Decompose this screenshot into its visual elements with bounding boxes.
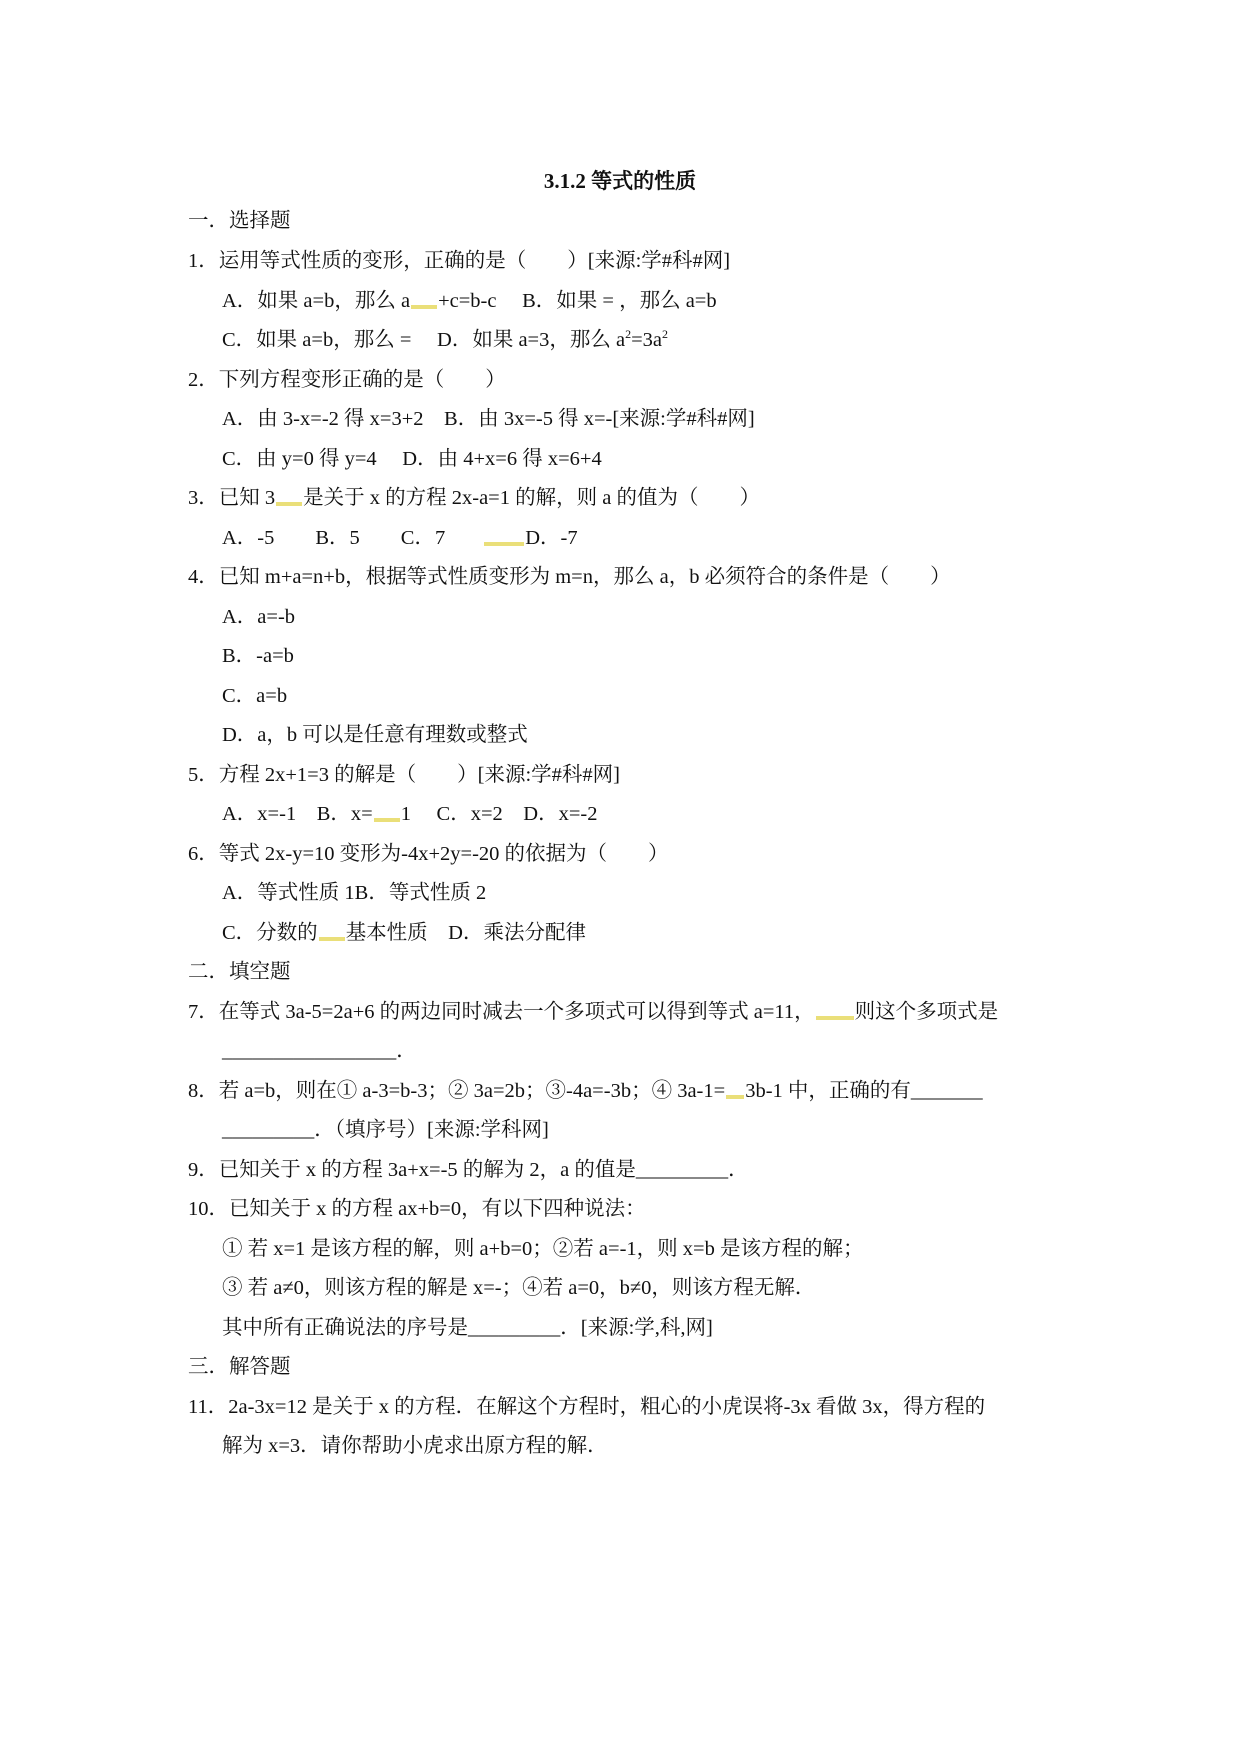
section-heading-fill: 二．填空题 xyxy=(188,961,291,983)
watermark-mark xyxy=(726,1095,744,1099)
question-5: 5．方程 2x+1=3 的解是（ ）[来源:学#科#网] xyxy=(188,764,620,786)
watermark-mark xyxy=(276,502,302,506)
question-4-option-c: C．a=b xyxy=(222,685,288,707)
question-3: 3．已知 3 是关于 x 的方程 2x-a=1 的解，则 a 的值为（ ） xyxy=(188,487,760,509)
watermark-mark xyxy=(484,542,524,546)
page-title: 3.1.2 等式的性质 xyxy=(543,169,697,193)
question-4-option-d: D．a，b 可以是任意有理数或整式 xyxy=(222,724,528,746)
question-9: 9．已知关于 x 的方程 3a+x=-5 的解为 2，a 的值是_________． xyxy=(188,1159,749,1181)
section-heading-choice: 一．选择题 xyxy=(188,210,291,232)
question-7-blank: _________________． xyxy=(222,1040,417,1062)
question-10-statements-34: ③ 若 a≠0，则该方程的解是 x=-；④若 a=0，b≠0，则该方程无解． xyxy=(222,1277,816,1299)
question-1-options-ab: A．如果 a=b，那么 a +c=b-c B．如果 = ，那么 a=b xyxy=(222,290,717,312)
question-2-options-ab: A．由 3-x=-2 得 x=3+2 B．由 3x=-5 得 x=-[来源:学#科#网] xyxy=(222,408,755,430)
watermark-mark xyxy=(374,818,400,822)
question-6: 6．等式 2x-y=10 变形为-4x+2y=-20 的依据为（ ） xyxy=(188,843,669,865)
question-10-statements-12: ① 若 x=1 是该方程的解，则 a+b=0；②若 a=-1，则 x=b 是该方程的解； xyxy=(222,1238,864,1260)
question-2-options-cd: C．由 y=0 得 y=4 D．由 4+x=6 得 x=6+4 xyxy=(222,448,602,470)
question-4: 4．已知 m+a=n+b，根据等式性质变形为 m=n，那么 a，b 必须符合的条件是（ ） xyxy=(188,566,951,588)
question-5-options: A．x=-1 B．x= 1 C．x=2 D．x=-2 xyxy=(222,803,598,825)
watermark-mark xyxy=(319,937,345,941)
question-1-options-cd: C．如果 a=b，那么 = D．如果 a=3，那么 $a^2=3a^2$ xyxy=(222,327,669,351)
watermark-mark xyxy=(411,305,437,309)
watermark-mark xyxy=(816,1016,854,1020)
question-10: 10．已知关于 x 的方程 ax+b=0，有以下四种说法： xyxy=(188,1198,646,1220)
question-2: 2．下列方程变形正确的是（ ） xyxy=(188,369,506,391)
question-10-prompt: 其中所有正确说法的序号是_________．[来源:学,科,网] xyxy=(222,1317,713,1339)
question-11: 11．2a-3x=12 是关于 x 的方程．在解这个方程时，粗心的小虎误将-3x 看做 3x，得方程的 xyxy=(188,1396,986,1418)
question-6-options-ab: A．等式性质 1B．等式性质 2 xyxy=(222,882,487,904)
question-1: 1．运用等式性质的变形，正确的是（ ）[来源:学#科#网] xyxy=(188,250,731,272)
question-6-options-cd: C．分数的 基本性质 D．乘法分配律 xyxy=(222,922,586,944)
question-8: 8．若 a=b，则在① a-3=b-3；② 3a=2b；③-4a=-3b；④ 3a-1= 3b-1 中，正确的有_______ xyxy=(188,1080,983,1102)
question-3-options: A．-5 B．5 C．7 D．-7 xyxy=(222,527,578,549)
question-4-option-b: B．-a=b xyxy=(222,645,294,667)
question-11-continued: 解为 x=3．请你帮助小虎求出原方程的解． xyxy=(222,1435,608,1457)
question-4-option-a: A．a=-b xyxy=(222,606,296,628)
question-7: 7．在等式 3a-5=2a+6 的两边同时减去一个多项式可以得到等式 a=11， 则这个多项式是 xyxy=(188,1001,999,1023)
section-heading-answer: 三．解答题 xyxy=(188,1356,291,1378)
question-8-continued: _________．（填序号）[来源:学科网] xyxy=(222,1119,549,1141)
